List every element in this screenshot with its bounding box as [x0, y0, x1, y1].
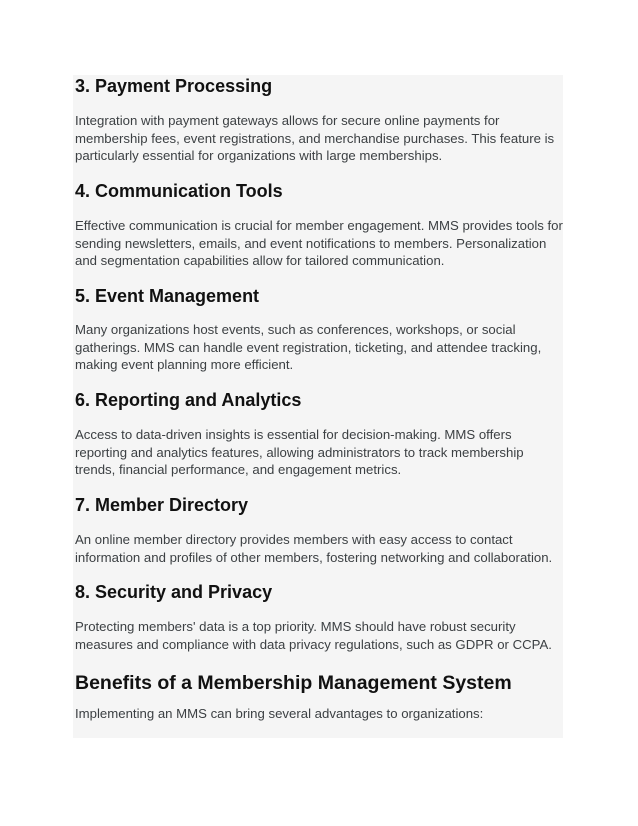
section-title-reporting-analytics: 6. Reporting and Analytics: [75, 390, 302, 410]
section-title-communication-tools: 4. Communication Tools: [75, 181, 283, 201]
section-body-communication-tools: Effective communication is crucial for member engagement. MMS provides tools for sending newsletters, emails, and event notifications to members. Personalization and segmentation capabilities allow for tailored communication.: [75, 218, 563, 269]
section-body-security-privacy: Protecting members' data is a top priority. MMS should have robust security measures and compliance with data privacy regulations, such as GDPR or CCPA.: [75, 619, 552, 652]
section-body-event-management: Many organizations host events, such as conferences, workshops, or social gatherings. MMS can handle event registration, ticketing, and attendee tracking, making event planning more efficient.: [75, 322, 542, 373]
section-title-benefits: Benefits of a Membership Management System: [75, 672, 512, 694]
section-title-member-directory: 7. Member Directory: [75, 495, 249, 515]
section-body-benefits: Implementing an MMS can bring several advantages to organizations:: [75, 706, 484, 721]
section-body-member-directory: An online member directory provides members with easy access to contact information and profiles of other members, fostering networking and collaboration.: [75, 532, 553, 565]
section-title-payment-processing: 3. Payment Processing: [75, 76, 273, 96]
section-body-reporting-analytics: Access to data-driven insights is essential for decision-making. MMS offers reporting and analytics features, allowing administrators to track membership trends, financial performance, and engagement metrics.: [75, 427, 524, 478]
section-title-security-privacy: 8. Security and Privacy: [75, 582, 273, 602]
section-title-event-management: 5. Event Management: [75, 286, 260, 306]
section-body-payment-processing: Integration with payment gateways allows for secure online payments for membership fees, event registrations, and merchandise purchases. This feature is particularly essential for organizations with large memberships.: [75, 113, 555, 164]
